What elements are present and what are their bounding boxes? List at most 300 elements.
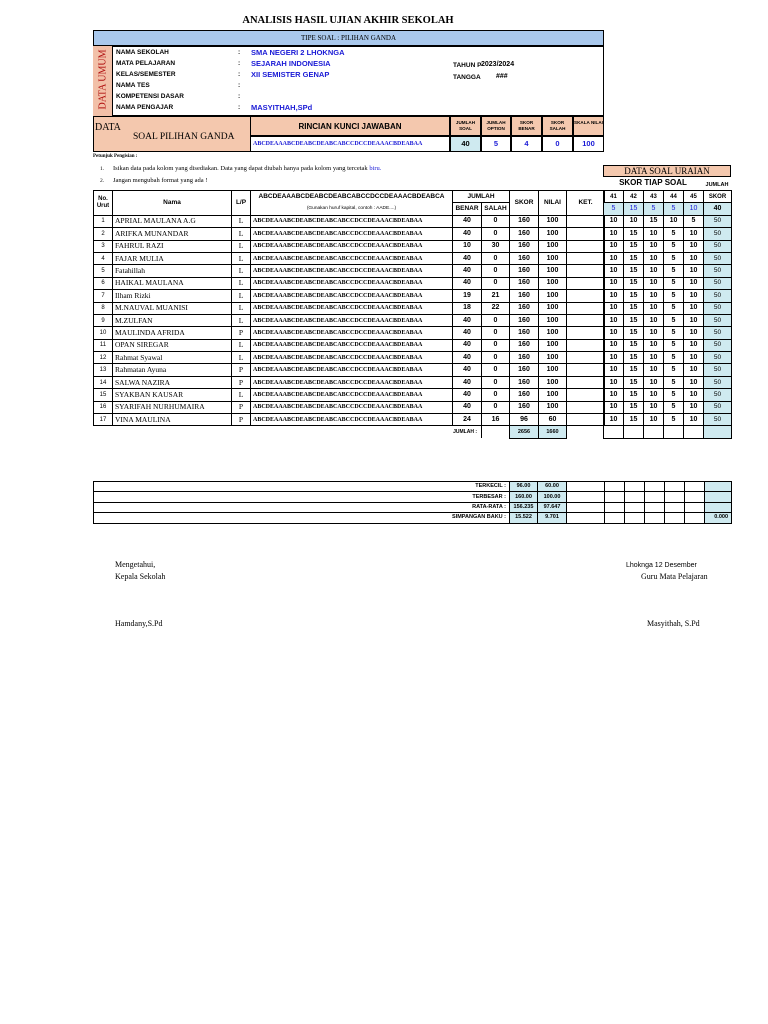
uraian-score[interactable]: 15 <box>624 290 644 302</box>
row-nilai: 100 <box>539 339 567 351</box>
uraian-score[interactable]: 5 <box>664 240 684 252</box>
uraian-score[interactable]: 10 <box>684 302 704 314</box>
sign-left-1: Mengetahui, <box>115 560 156 569</box>
row-salah: 21 <box>482 290 510 302</box>
row-no: 15 <box>94 389 113 401</box>
row-nama[interactable]: MAULINDA AFRIDA <box>113 327 232 339</box>
petunjuk-number: 2. <box>100 178 105 184</box>
row-skor: 160 <box>510 314 539 326</box>
uraian-score[interactable]: 10 <box>604 376 624 388</box>
uraian-score[interactable]: 10 <box>684 339 704 351</box>
row-lp[interactable]: L <box>232 240 251 252</box>
info-value[interactable]: SEJARAH INDONESIA <box>251 59 331 68</box>
uraian-score[interactable]: 10 <box>684 265 704 277</box>
uraian-score[interactable]: 5 <box>664 327 684 339</box>
info-label: NAMA SEKOLAH <box>116 49 169 56</box>
uraian-score[interactable]: 10 <box>604 240 624 252</box>
row-salah: 0 <box>482 252 510 264</box>
page-title: ANALISIS HASIL UJIAN AKHIR SEKOLAH <box>242 15 454 26</box>
row-jawaban[interactable]: ABCDEAAABCDEABCDEABCABCCDCCDEAAACBDEABAA <box>251 401 453 413</box>
uraian-row-total: 50 <box>704 376 732 388</box>
row-lp[interactable]: L <box>232 290 251 302</box>
row-lp[interactable]: L <box>232 252 251 264</box>
uraian-score[interactable]: 5 <box>664 277 684 289</box>
row-ket[interactable] <box>567 364 605 376</box>
row-nama[interactable]: Fatahillah <box>113 265 232 277</box>
uraian-row-total: 50 <box>704 389 732 401</box>
row-no: 14 <box>94 376 113 388</box>
row-jawaban[interactable]: ABCDEAAABCDEABCDEABCABCCDCCDEAAACBDEABAA <box>251 265 453 277</box>
row-benar: 40 <box>453 389 482 401</box>
data-umum-side <box>93 46 113 116</box>
table-row <box>94 302 605 314</box>
row-ket[interactable] <box>567 215 605 227</box>
row-nilai: 100 <box>539 364 567 376</box>
uraian-score[interactable]: 5 <box>664 352 684 364</box>
table-row <box>94 215 605 227</box>
info-label: KOMPETENSI DASAR <box>116 93 184 100</box>
uraian-score[interactable]: 10 <box>604 215 624 227</box>
row-skor: 96 <box>510 414 539 426</box>
row-lp[interactable]: L <box>232 339 251 351</box>
uraian-score[interactable]: 10 <box>604 290 624 302</box>
rincian-label: RINCIAN KUNCI JAWABAN <box>250 116 450 136</box>
row-benar: 40 <box>453 265 482 277</box>
row-jawaban[interactable]: ABCDEAAABCDEABCDEABCABCCDCCDEAAACBDEABAA <box>251 302 453 314</box>
row-jawaban[interactable]: ABCDEAAABCDEABCDEABCABCCDCCDEAAACBDEABAA <box>251 228 453 240</box>
row-no: 16 <box>94 401 113 413</box>
uraian-score[interactable]: 10 <box>684 389 704 401</box>
uraian-score[interactable]: 10 <box>684 376 704 388</box>
uraian-row <box>604 327 732 339</box>
row-no: 3 <box>94 240 113 252</box>
row-jawaban[interactable]: ABCDEAAABCDEABCDEABCABCCDCCDEAAACBDEABAA <box>251 339 453 351</box>
stats-skor: 96.00 <box>510 482 538 492</box>
uraian-subtitle: SKOR TIAP SOAL <box>619 178 687 187</box>
row-jawaban[interactable]: ABCDEAAABCDEABCDEABCABCCDCCDEAAACBDEABAA <box>251 252 453 264</box>
uraian-score[interactable]: 10 <box>684 352 704 364</box>
uraian-max[interactable]: 15 <box>624 203 644 215</box>
row-ket[interactable] <box>567 302 605 314</box>
row-lp[interactable]: L <box>232 389 251 401</box>
uraian-score[interactable]: 10 <box>604 389 624 401</box>
row-benar: 40 <box>453 327 482 339</box>
uraian-score[interactable]: 15 <box>624 240 644 252</box>
row-nama[interactable]: VINA MAULINA <box>113 414 232 426</box>
tanggal-value: ### <box>496 73 508 80</box>
petunjuk-text <box>113 165 381 172</box>
row-salah: 30 <box>482 240 510 252</box>
row-lp[interactable]: L <box>232 215 251 227</box>
info-label: NAMA PENGAJAR <box>116 104 174 111</box>
uraian-score[interactable]: 5 <box>684 215 704 227</box>
uraian-score[interactable]: 15 <box>624 265 644 277</box>
row-jawaban[interactable]: ABCDEAAABCDEABCDEABCABCCDCCDEAAACBDEABAA <box>251 215 453 227</box>
uraian-score[interactable]: 5 <box>664 364 684 376</box>
stats-row <box>94 513 732 523</box>
uraian-score[interactable]: 10 <box>644 414 664 426</box>
petunjuk-title: Petunjuk Pengisian : <box>93 154 138 159</box>
table-row <box>94 401 605 413</box>
uraian-row-total: 50 <box>704 265 732 277</box>
uraian-footer-row <box>604 426 732 438</box>
uraian-col-44: 44 <box>664 191 684 203</box>
row-nama[interactable]: SYARIFAH NURHUMAIRA <box>113 401 232 413</box>
row-nama[interactable]: FAJAR MULIA <box>113 252 232 264</box>
row-skor: 160 <box>510 302 539 314</box>
petunjuk-item <box>100 178 520 190</box>
uraian-score[interactable]: 10 <box>604 364 624 376</box>
col-jumlah: JUMLAH <box>453 191 510 203</box>
uraian-score[interactable]: 5 <box>664 314 684 326</box>
uraian-row <box>604 265 732 277</box>
table-row <box>94 277 605 289</box>
row-no: 8 <box>94 302 113 314</box>
row-no: 6 <box>94 277 113 289</box>
row-nama[interactable]: HAIKAL MAULANA <box>113 277 232 289</box>
row-lp[interactable]: L <box>232 302 251 314</box>
uraian-score[interactable]: 10 <box>604 352 624 364</box>
uraian-score[interactable]: 10 <box>684 228 704 240</box>
stats-row <box>94 502 732 512</box>
col-ket: KET. <box>567 191 605 216</box>
uraian-score[interactable]: 15 <box>624 352 644 364</box>
uraian-score[interactable]: 10 <box>644 240 664 252</box>
tahun-value: 2023/2024 <box>481 61 515 68</box>
uraian-row <box>604 414 732 426</box>
row-nilai: 100 <box>539 265 567 277</box>
sign-date: Lhoknga 12 Desember <box>626 562 697 569</box>
stats-label: TERBESAR : <box>94 492 510 502</box>
row-nilai: 100 <box>539 302 567 314</box>
row-lp[interactable]: P <box>232 364 251 376</box>
uraian-score[interactable]: 10 <box>684 240 704 252</box>
uraian-row-total: 50 <box>704 352 732 364</box>
stats-label: RATA-RATA : <box>94 502 510 512</box>
summary-value-3[interactable]: 4 <box>511 136 542 152</box>
row-jawaban[interactable]: ABCDEAAABCDEABCDEABCABCCDCCDEAAACBDEABAA <box>251 277 453 289</box>
uraian-score[interactable]: 5 <box>664 401 684 413</box>
row-jawaban[interactable]: ABCDEAAABCDEABCDEABCABCCDCCDEAAACBDEABAA <box>251 352 453 364</box>
row-lp[interactable]: P <box>232 327 251 339</box>
col-nama: Nama <box>113 191 232 216</box>
row-benar: 40 <box>453 401 482 413</box>
row-no: 9 <box>94 314 113 326</box>
info-colon: : <box>238 82 241 89</box>
table-row <box>94 414 605 426</box>
petunjuk-highlight: biru. <box>369 165 382 172</box>
uraian-score[interactable]: 10 <box>644 252 664 264</box>
uraian-score[interactable]: 10 <box>644 302 664 314</box>
uraian-row-total: 50 <box>704 364 732 376</box>
uraian-row-total: 50 <box>704 277 732 289</box>
uraian-score[interactable]: 10 <box>644 352 664 364</box>
uraian-score[interactable]: 15 <box>624 327 644 339</box>
uraian-score[interactable]: 10 <box>604 302 624 314</box>
uraian-score[interactable]: 15 <box>624 314 644 326</box>
uraian-score[interactable]: 15 <box>644 215 664 227</box>
uraian-score[interactable]: 10 <box>604 414 624 426</box>
uraian-jumlah: JUMLAH <box>705 182 729 188</box>
row-lp[interactable]: P <box>232 401 251 413</box>
uraian-score[interactable]: 15 <box>624 401 644 413</box>
uraian-score[interactable]: 10 <box>684 364 704 376</box>
row-benar: 40 <box>453 314 482 326</box>
row-salah: 0 <box>482 401 510 413</box>
uraian-score[interactable]: 15 <box>624 414 644 426</box>
uraian-score[interactable]: 10 <box>644 376 664 388</box>
uraian-score[interactable]: 15 <box>624 252 644 264</box>
uraian-score[interactable]: 10 <box>644 290 664 302</box>
row-ket[interactable] <box>567 352 605 364</box>
uraian-score[interactable]: 5 <box>664 302 684 314</box>
col-salah: SALAH <box>482 203 510 215</box>
row-jawaban[interactable]: ABCDEAAABCDEABCDEABCABCCDCCDEAAACBDEABAA <box>251 389 453 401</box>
summary-value-1[interactable]: 40 <box>450 136 481 152</box>
col-key: ABCDEAAABCDEABCDEABCABCCDCCDEAAACBDEABCA <box>251 191 453 203</box>
uraian-score[interactable]: 15 <box>624 339 644 351</box>
uraian-score[interactable]: 10 <box>644 364 664 376</box>
uraian-score[interactable]: 10 <box>684 252 704 264</box>
row-ket[interactable] <box>567 389 605 401</box>
uraian-row-total: 50 <box>704 215 732 227</box>
uraian-score[interactable]: 10 <box>604 252 624 264</box>
row-skor: 160 <box>510 290 539 302</box>
table-row <box>94 364 605 376</box>
row-nama[interactable]: M.ZULFAN <box>113 314 232 326</box>
info-label: KELAS/SEMESTER <box>116 71 176 78</box>
row-nama[interactable]: ARIFKA MUNANDAR <box>113 228 232 240</box>
row-jawaban[interactable]: ABCDEAAABCDEABCDEABCABCCDCCDEAAACBDEABAA <box>251 364 453 376</box>
row-lp[interactable]: P <box>232 376 251 388</box>
summary-value-5[interactable]: 100 <box>573 136 604 152</box>
row-skor: 160 <box>510 252 539 264</box>
row-ket[interactable] <box>567 277 605 289</box>
uraian-row <box>604 376 732 388</box>
uraian-score[interactable]: 10 <box>644 265 664 277</box>
row-nama[interactable]: APRIAL MAULANA A.G <box>113 215 232 227</box>
stats-table <box>93 481 732 524</box>
summary-header-2: JUMLAH OPTION <box>481 116 511 136</box>
uraian-score[interactable]: 15 <box>624 228 644 240</box>
table-row <box>94 327 605 339</box>
uraian-row <box>604 215 732 227</box>
row-ket[interactable] <box>567 252 605 264</box>
uraian-score[interactable]: 10 <box>644 389 664 401</box>
uraian-score[interactable]: 10 <box>624 215 644 227</box>
row-salah: 0 <box>482 352 510 364</box>
uraian-score[interactable]: 5 <box>664 228 684 240</box>
uraian-score[interactable]: 10 <box>604 277 624 289</box>
stats-nilai: 9.701 <box>538 513 567 523</box>
uraian-score[interactable]: 10 <box>604 401 624 413</box>
uraian-row <box>604 302 732 314</box>
row-nama[interactable]: Rahmatan Ayuna <box>113 364 232 376</box>
key-answer[interactable]: ABCDEAAABCDEABCDEABCABCCDCCDEAAACBDEABAA <box>250 136 450 152</box>
uraian-score[interactable]: 10 <box>604 265 624 277</box>
row-nama[interactable]: FAHRUL RAZI <box>113 240 232 252</box>
uraian-score[interactable]: 5 <box>664 290 684 302</box>
row-lp[interactable]: P <box>232 414 251 426</box>
uraian-score[interactable]: 15 <box>624 389 644 401</box>
data-label: DATA <box>95 122 121 133</box>
uraian-score[interactable]: 10 <box>604 314 624 326</box>
row-lp[interactable]: L <box>232 352 251 364</box>
uraian-row <box>604 240 732 252</box>
row-salah: 16 <box>482 414 510 426</box>
row-nama[interactable]: SYAKBAN KAUSAR <box>113 389 232 401</box>
uraian-score[interactable]: 10 <box>644 314 664 326</box>
row-nama[interactable]: Rahmat Syawal <box>113 352 232 364</box>
uraian-score[interactable]: 5 <box>664 339 684 351</box>
uraian-score[interactable]: 10 <box>644 277 664 289</box>
uraian-score[interactable]: 10 <box>664 215 684 227</box>
row-nama[interactable]: OPAN SIREGAR <box>113 339 232 351</box>
row-ket[interactable] <box>567 339 605 351</box>
uraian-row <box>604 339 732 351</box>
uraian-score[interactable]: 10 <box>644 327 664 339</box>
uraian-score[interactable]: 10 <box>684 314 704 326</box>
petunjuk-list <box>100 166 520 190</box>
row-benar: 19 <box>453 290 482 302</box>
stats-row <box>94 492 732 502</box>
uraian-row-total: 50 <box>704 252 732 264</box>
row-ket[interactable] <box>567 290 605 302</box>
row-jawaban[interactable]: ABCDEAAABCDEABCDEABCABCCDCCDEAAACBDEABAA <box>251 327 453 339</box>
sign-right-1: Guru Mata Pelajaran <box>641 572 708 581</box>
row-lp[interactable]: L <box>232 265 251 277</box>
row-skor: 160 <box>510 376 539 388</box>
summary-headers <box>450 116 604 136</box>
uraian-score[interactable]: 15 <box>624 277 644 289</box>
table-row <box>94 265 605 277</box>
row-ket[interactable] <box>567 401 605 413</box>
summary-values <box>450 136 604 152</box>
uraian-score[interactable]: 10 <box>644 339 664 351</box>
uraian-max[interactable]: 10 <box>684 203 704 215</box>
row-nilai: 100 <box>539 252 567 264</box>
uraian-score[interactable]: 10 <box>604 327 624 339</box>
row-nama[interactable]: Ilham Rizki <box>113 290 232 302</box>
row-lp[interactable]: L <box>232 228 251 240</box>
uraian-row-total: 50 <box>704 228 732 240</box>
uraian-score[interactable]: 5 <box>664 376 684 388</box>
uraian-max-total: 40 <box>704 203 732 215</box>
uraian-max-row <box>604 203 732 215</box>
info-value[interactable]: MASYITHAH,SPd <box>251 103 313 112</box>
uraian-score[interactable]: 5 <box>664 252 684 264</box>
uraian-score[interactable]: 10 <box>684 277 704 289</box>
row-salah: 0 <box>482 389 510 401</box>
row-lp[interactable]: L <box>232 277 251 289</box>
row-skor: 160 <box>510 364 539 376</box>
uraian-max[interactable]: 5 <box>604 203 624 215</box>
row-jawaban[interactable]: ABCDEAAABCDEABCDEABCABCCDCCDEAAACBDEABAA <box>251 314 453 326</box>
row-jawaban[interactable]: ABCDEAAABCDEABCDEABCABCCDCCDEAAACBDEABAA <box>251 414 453 426</box>
col-nilai: NILAI <box>539 191 567 216</box>
row-no: 10 <box>94 327 113 339</box>
row-skor: 160 <box>510 240 539 252</box>
uraian-score[interactable]: 10 <box>684 414 704 426</box>
row-ket[interactable] <box>567 376 605 388</box>
row-ket[interactable] <box>567 228 605 240</box>
row-nama[interactable]: SALWA NAZIRA <box>113 376 232 388</box>
jumlah-skor: 2656 <box>510 426 539 438</box>
uraian-score[interactable]: 10 <box>684 290 704 302</box>
row-jawaban[interactable]: ABCDEAAABCDEABCDEABCABCCDCCDEAAACBDEABAA <box>251 290 453 302</box>
info-colon: : <box>238 104 241 111</box>
uraian-col-42: 42 <box>624 191 644 203</box>
stats-uraian <box>705 482 732 492</box>
stats-nilai: 60.00 <box>538 482 567 492</box>
data-umum-label: DATA UMUM <box>97 49 109 110</box>
row-jawaban[interactable]: ABCDEAAABCDEABCDEABCABCCDCCDEAAACBDEABAA <box>251 240 453 252</box>
table-row <box>94 252 605 264</box>
uraian-max[interactable]: 5 <box>664 203 684 215</box>
info-value[interactable]: SMA NEGERI 2 LHOKNGA <box>251 48 345 57</box>
uraian-score[interactable]: 10 <box>644 228 664 240</box>
row-skor: 160 <box>510 352 539 364</box>
row-skor: 160 <box>510 277 539 289</box>
row-ket[interactable] <box>567 265 605 277</box>
row-benar: 40 <box>453 277 482 289</box>
summary-value-2[interactable]: 5 <box>481 136 511 152</box>
uraian-score[interactable]: 5 <box>664 389 684 401</box>
row-lp[interactable]: L <box>232 314 251 326</box>
row-benar: 40 <box>453 215 482 227</box>
row-ket[interactable] <box>567 240 605 252</box>
row-ket[interactable] <box>567 314 605 326</box>
sign-right-name: Masyithah, S.Pd <box>647 619 700 628</box>
row-skor: 160 <box>510 215 539 227</box>
jumlah-nilai: 1660 <box>539 426 567 438</box>
uraian-col-43: 43 <box>644 191 664 203</box>
uraian-max[interactable]: 5 <box>644 203 664 215</box>
row-nama[interactable]: M.NAUVAL MUANISI <box>113 302 232 314</box>
row-ket[interactable] <box>567 414 605 426</box>
row-skor: 160 <box>510 228 539 240</box>
uraian-row-total: 50 <box>704 414 732 426</box>
uraian-score[interactable]: 15 <box>624 302 644 314</box>
uraian-score[interactable]: 10 <box>644 401 664 413</box>
uraian-score[interactable]: 10 <box>604 339 624 351</box>
uraian-score[interactable]: 15 <box>624 376 644 388</box>
row-no: 12 <box>94 352 113 364</box>
table-row <box>94 228 605 240</box>
row-ket[interactable] <box>567 327 605 339</box>
uraian-score[interactable]: 5 <box>664 414 684 426</box>
uraian-row-total: 50 <box>704 314 732 326</box>
row-nilai: 100 <box>539 314 567 326</box>
summary-value-4[interactable]: 0 <box>542 136 573 152</box>
uraian-score[interactable]: 10 <box>684 401 704 413</box>
row-nilai: 100 <box>539 228 567 240</box>
info-value[interactable]: XII SEMISTER GENAP <box>251 70 330 79</box>
uraian-score[interactable]: 15 <box>624 364 644 376</box>
uraian-score[interactable]: 5 <box>664 265 684 277</box>
stats-nilai: 97.647 <box>538 502 567 512</box>
stats-skor: 160.00 <box>510 492 538 502</box>
uraian-row-total: 50 <box>704 302 732 314</box>
uraian-score[interactable]: 10 <box>684 327 704 339</box>
row-no: 1 <box>94 215 113 227</box>
uraian-score[interactable]: 10 <box>604 228 624 240</box>
uraian-row-total: 50 <box>704 290 732 302</box>
row-jawaban[interactable]: ABCDEAAABCDEABCDEABCABCCDCCDEAAACBDEABAA <box>251 376 453 388</box>
uraian-row <box>604 314 732 326</box>
uraian-row <box>604 401 732 413</box>
col-benar: BENAR <box>453 203 482 215</box>
